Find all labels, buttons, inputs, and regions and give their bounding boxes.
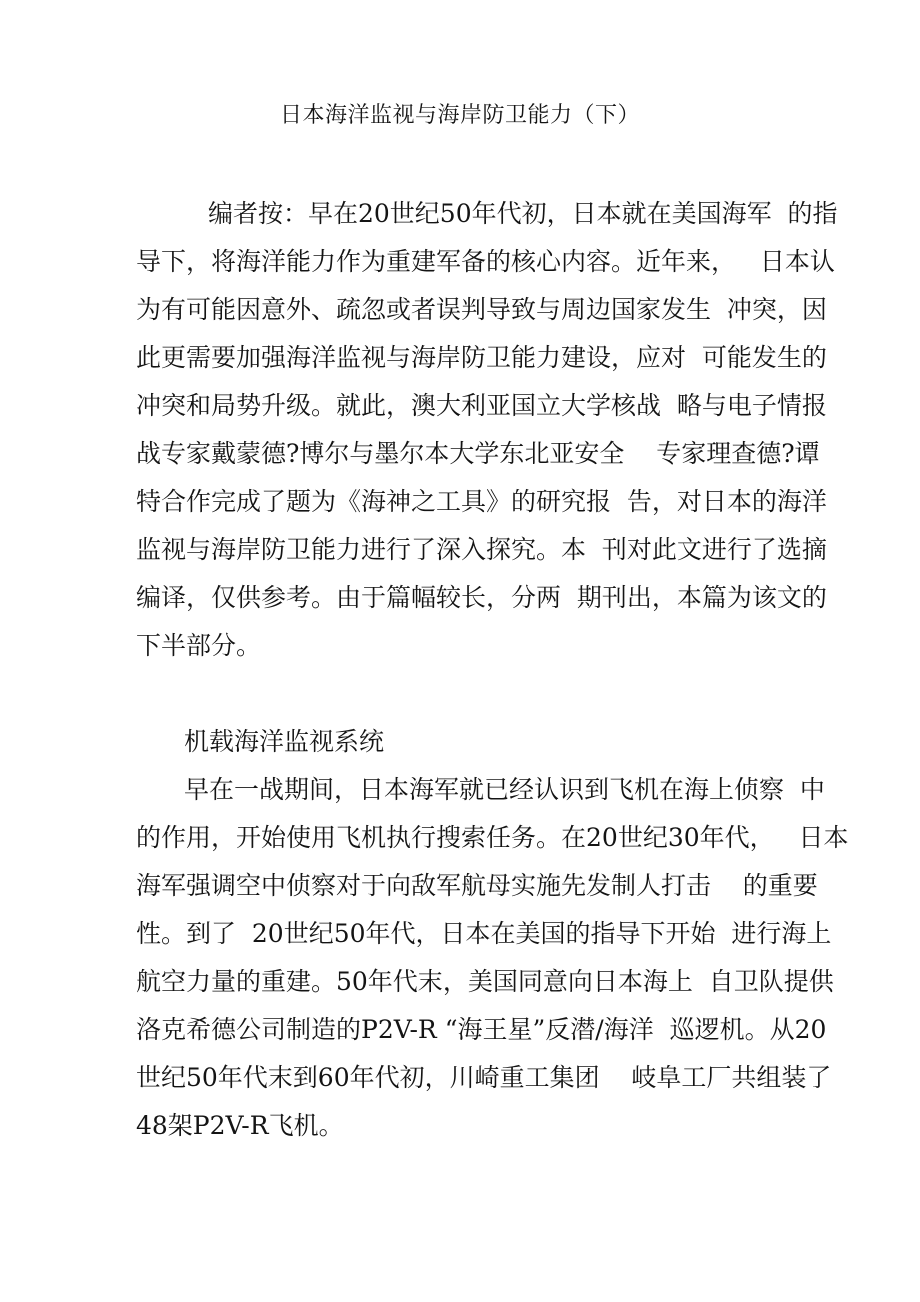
body-line: 性。到了 20世纪50年代，日本在美国的指导下开始 进行海上 [136, 919, 832, 948]
editor-note-line: 冲突和局势升级。就此，澳大利亚国立大学核战 略与电子情报 [136, 391, 827, 420]
editor-note-line: 特合作完成了题为《海神之工具》的研究报 告，对日本的海洋 [136, 487, 827, 516]
body-line: 航空力量的重建。50年代末，美国同意向日本海上 自卫队提供 [136, 967, 834, 996]
body-line: 的作用，开始使用飞机执行搜索任务。在20世纪30年代， 日本 [136, 823, 849, 852]
section-heading: 机载海洋监视系统 [184, 727, 385, 756]
editor-note-line: 编译，仅供参考。由于篇幅较长，分两 期刊出，本篇为该文的 [136, 583, 827, 612]
editor-note-line: 下半部分。 [136, 631, 262, 660]
body-line: 世纪50年代末到60年代初，川崎重工集团 岐阜工厂共组装了 [136, 1063, 832, 1092]
body-line: 洛克希德公司制造的P2V-R “海王星”反潜/海洋 巡逻机。从20 [136, 1015, 827, 1044]
editor-note-line: 为有可能因意外、疏忽或者误判导致与周边国家发生 冲突，因 [136, 295, 827, 324]
editor-note-line: 编者按：早在20世纪50年代初，日本就在美国海军 的指 [208, 199, 838, 228]
editor-note-line: 导下，将海洋能力作为重建军备的核心内容。近年来， 日本认 [136, 247, 835, 276]
document-title: 日本海洋监视与海岸防卫能力（下） [279, 103, 640, 128]
editor-note-line: 监视与海岸防卫能力进行了深入探究。本 刊对此文进行了选摘 [136, 535, 827, 564]
body-line: 48架P2V-R飞机。 [136, 1111, 344, 1140]
body-line: 海军强调空中侦察对于向敌军航母实施先发制人打击 的重要 [136, 871, 818, 900]
editor-note-line: 此更需要加强海洋监视与海岸防卫能力建设，应对 可能发生的 [136, 343, 827, 372]
editor-note-line: 战专家戴蒙德?博尔与墨尔本大学东北亚安全 专家理查德?谭 [136, 439, 820, 468]
body-line: 早在一战期间，日本海军就已经认识到飞机在海上侦察 中 [184, 775, 825, 804]
